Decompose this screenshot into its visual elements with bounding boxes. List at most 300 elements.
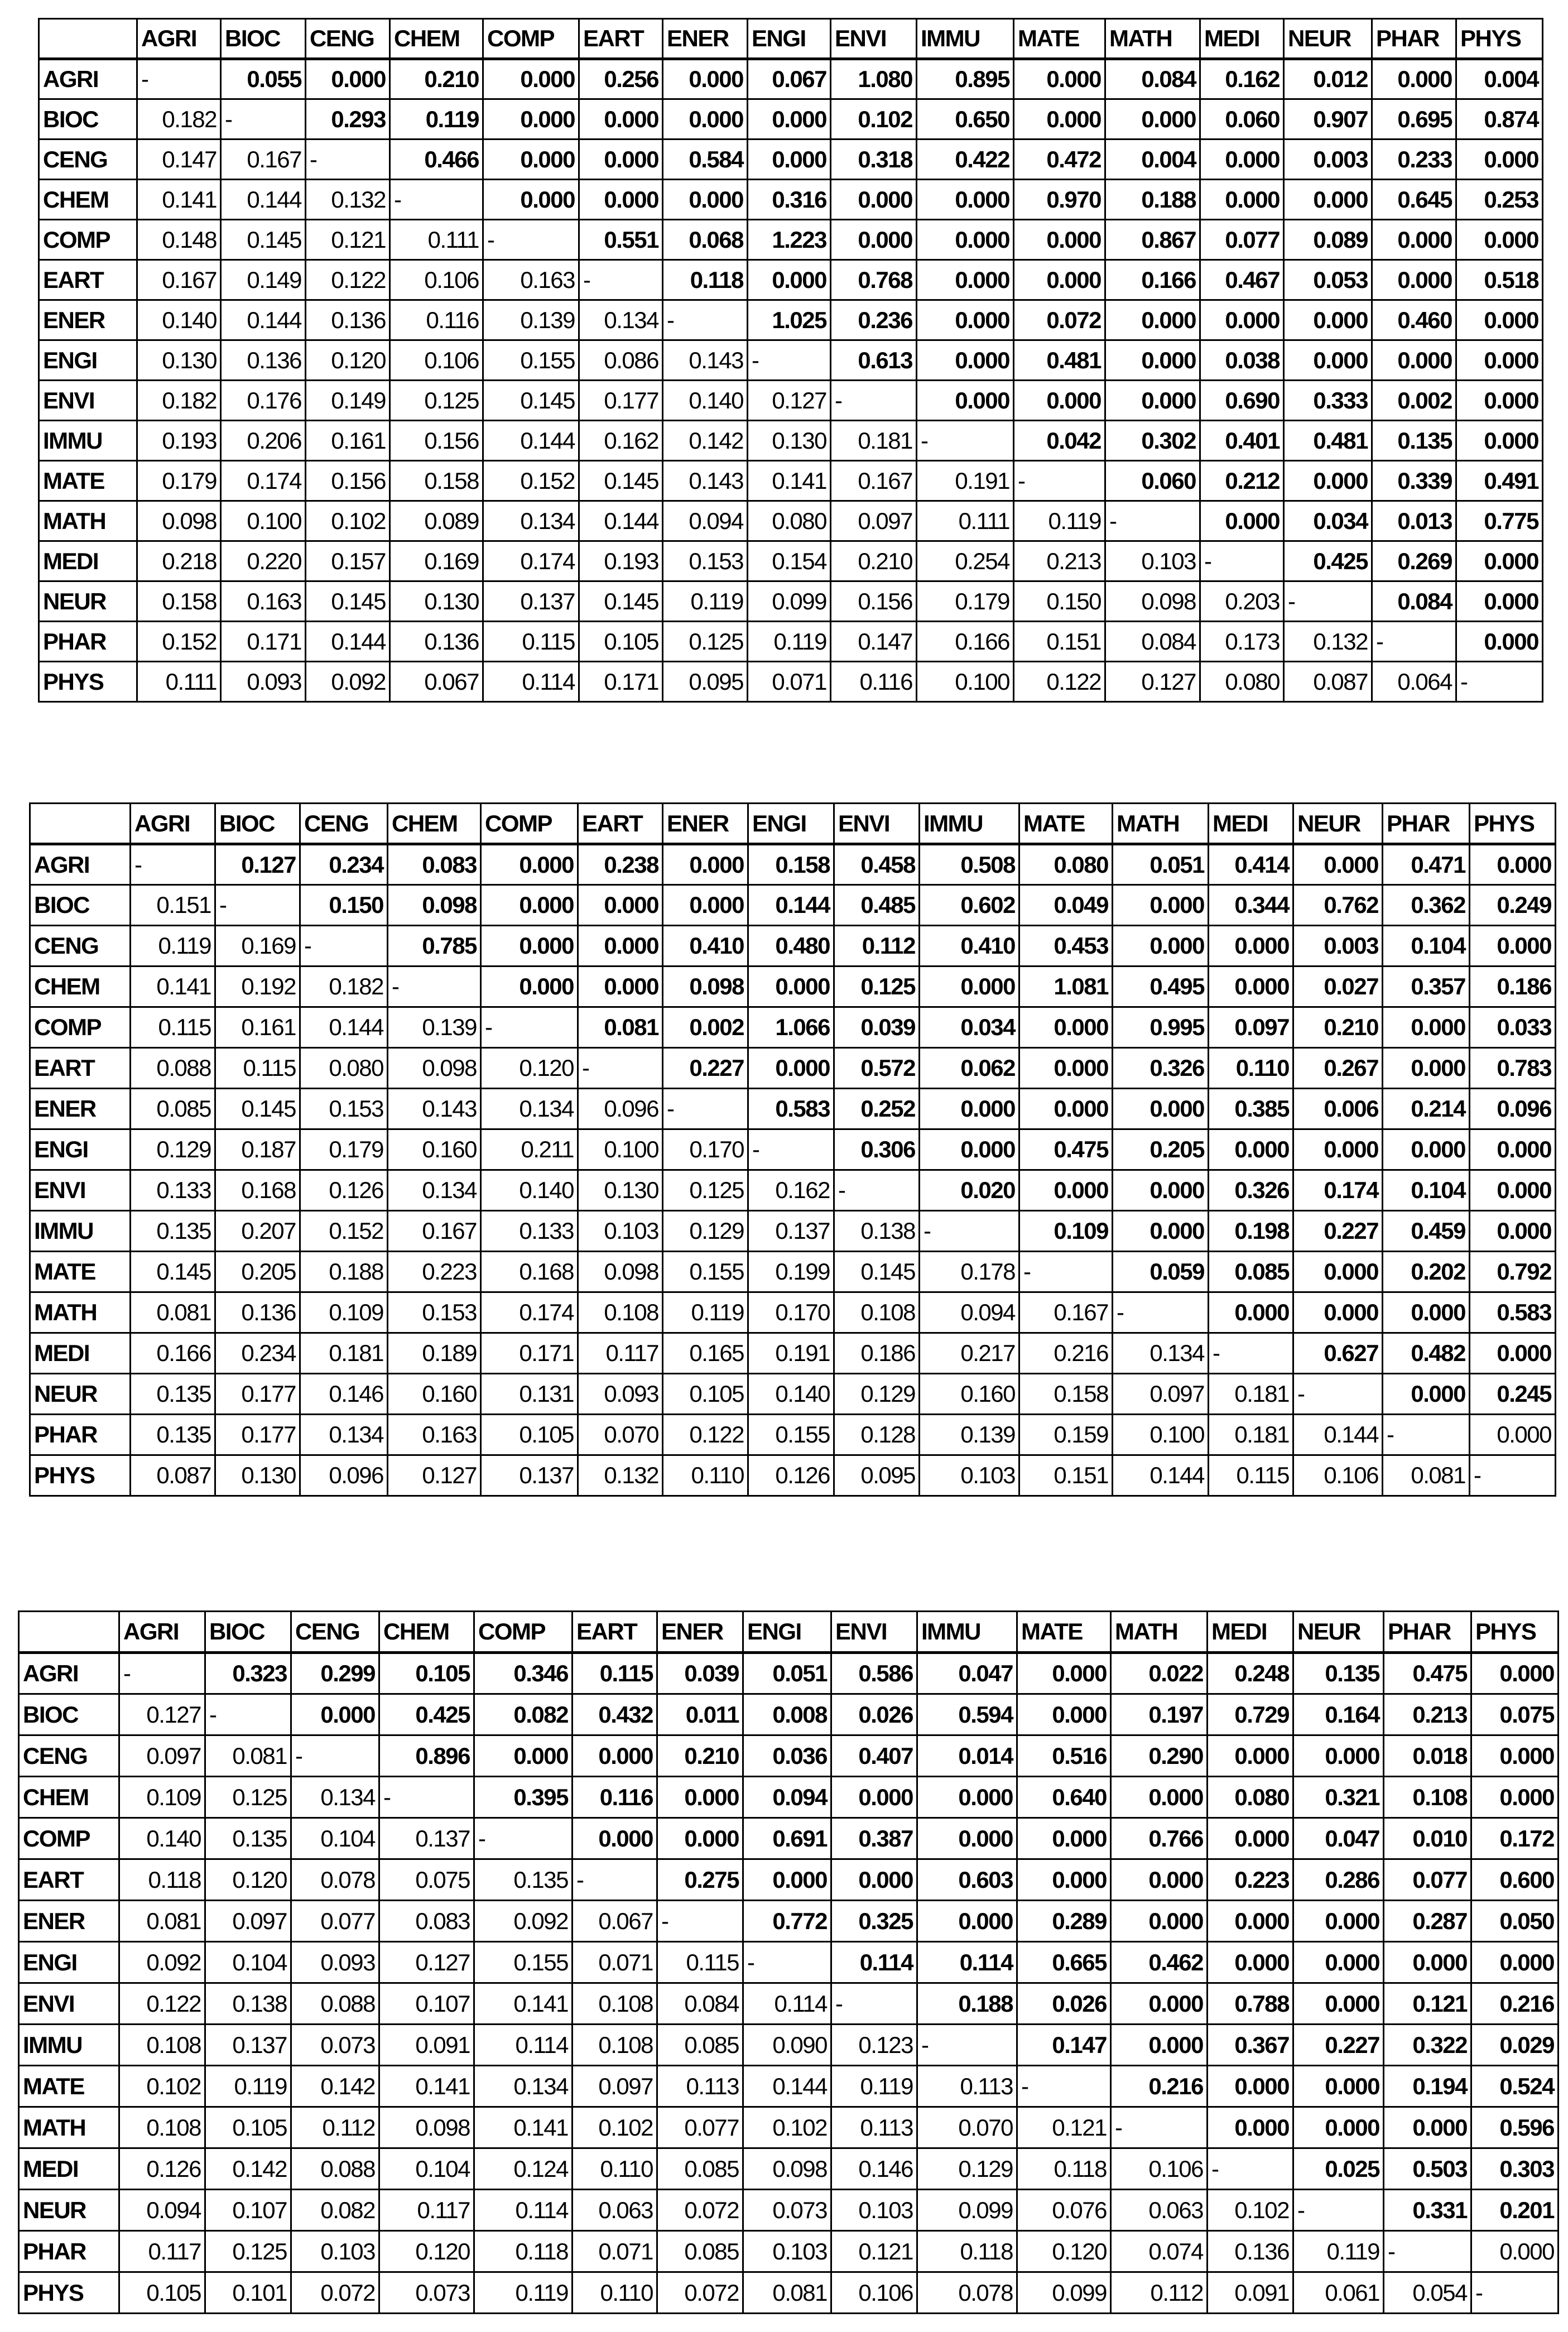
upper-cell: 0.000 <box>1208 1818 1293 1859</box>
lower-cell: 0.136 <box>1208 2231 1293 2272</box>
upper-cell: 1.081 <box>1019 967 1113 1007</box>
upper-cell: 0.471 <box>1383 844 1470 885</box>
lower-cell: 0.093 <box>221 662 306 702</box>
upper-cell: 0.302 <box>1105 421 1200 461</box>
lower-cell: 0.130 <box>215 1455 300 1496</box>
table-row <box>30 967 1556 1007</box>
lower-cell: 0.085 <box>657 2148 743 2190</box>
lower-cell: 0.085 <box>657 2025 743 2066</box>
lower-cell: 0.131 <box>481 1374 578 1415</box>
row-header: MATE <box>19 2066 119 2107</box>
row-header: BIOC <box>19 1694 119 1735</box>
row-header: ENGI <box>39 340 137 381</box>
upper-cell: 0.013 <box>1372 501 1456 541</box>
upper-cell: 0.026 <box>831 1694 917 1735</box>
lower-cell: 0.140 <box>119 1818 205 1859</box>
row-header: CENG <box>30 926 131 967</box>
diagonal-cell: - <box>579 260 663 300</box>
diagonal-cell: - <box>831 1983 917 2025</box>
upper-cell: 0.491 <box>1456 461 1543 501</box>
upper-cell: 0.000 <box>748 1048 834 1089</box>
upper-cell: 0.385 <box>1209 1089 1293 1129</box>
column-header: MATH <box>1111 1612 1208 1653</box>
diagonal-cell: - <box>917 421 1014 461</box>
upper-cell: 0.000 <box>917 1901 1017 1942</box>
lower-cell: 0.128 <box>834 1415 920 1455</box>
upper-cell: 0.000 <box>1208 1735 1293 1777</box>
upper-cell: 0.895 <box>917 59 1014 99</box>
upper-cell: 0.333 <box>1284 381 1372 421</box>
upper-cell: 0.000 <box>1014 220 1105 260</box>
lower-cell: 0.084 <box>1105 622 1200 662</box>
diagonal-cell: - <box>920 1211 1019 1252</box>
lower-cell: 0.110 <box>663 1455 748 1496</box>
upper-cell: 0.326 <box>1113 1048 1209 1089</box>
upper-cell: 0.344 <box>1209 885 1293 926</box>
upper-cell: 0.603 <box>917 1859 1017 1901</box>
upper-cell: 0.000 <box>579 99 663 140</box>
lower-cell: 0.102 <box>573 2107 657 2148</box>
upper-cell: 0.000 <box>1284 300 1372 340</box>
upper-cell: 1.066 <box>748 1007 834 1048</box>
lower-cell: 0.100 <box>917 662 1014 702</box>
table-row <box>30 1333 1556 1374</box>
row-header: BIOC <box>39 99 137 140</box>
upper-cell: 0.172 <box>1471 1818 1559 1859</box>
row-header: MATE <box>30 1252 131 1292</box>
diagonal-cell: - <box>306 140 390 180</box>
lower-cell: 0.145 <box>131 1252 215 1292</box>
column-header: BIOC <box>221 19 306 59</box>
lower-cell: 0.137 <box>481 1455 578 1496</box>
diagonal-cell: - <box>379 1777 474 1818</box>
upper-cell: 0.495 <box>1113 967 1209 1007</box>
lower-cell: 0.166 <box>917 622 1014 662</box>
lower-cell: 0.114 <box>483 662 579 702</box>
lower-cell: 0.254 <box>917 541 1014 581</box>
lower-cell: 0.127 <box>388 1455 481 1496</box>
upper-cell: 0.000 <box>1111 2025 1208 2066</box>
upper-cell: 0.164 <box>1293 1694 1384 1735</box>
upper-cell: 0.077 <box>1200 220 1284 260</box>
upper-cell: 0.000 <box>1456 622 1543 662</box>
upper-cell: 0.108 <box>1384 1777 1471 1818</box>
lower-cell: 0.148 <box>137 220 221 260</box>
lower-cell: 0.104 <box>205 1942 291 1983</box>
upper-cell: 0.367 <box>1208 2025 1293 2066</box>
lower-cell: 0.171 <box>579 662 663 702</box>
upper-cell: 0.306 <box>834 1129 920 1170</box>
lower-cell: 0.134 <box>388 1170 481 1211</box>
row-header: ENVI <box>30 1170 131 1211</box>
diagonal-cell: - <box>388 967 481 1007</box>
upper-cell: 0.051 <box>743 1653 831 1694</box>
header-row <box>19 1612 1559 1653</box>
lower-cell: 0.085 <box>131 1089 215 1129</box>
upper-cell: 0.640 <box>1017 1777 1111 1818</box>
upper-cell: 0.772 <box>743 1901 831 1942</box>
lower-cell: 0.220 <box>221 541 306 581</box>
upper-cell: 0.102 <box>831 99 917 140</box>
upper-cell: 0.000 <box>1456 220 1543 260</box>
lower-cell: 0.151 <box>1019 1455 1113 1496</box>
upper-cell: 0.316 <box>748 180 831 220</box>
upper-cell: 0.000 <box>1019 1007 1113 1048</box>
table-row <box>30 885 1556 926</box>
lower-cell: 0.081 <box>205 1735 291 1777</box>
upper-cell: 0.000 <box>573 1735 657 1777</box>
upper-cell: 0.047 <box>1293 1818 1384 1859</box>
lower-cell: 0.113 <box>917 2066 1017 2107</box>
upper-cell: 0.000 <box>831 220 917 260</box>
upper-cell: 0.000 <box>1456 541 1543 581</box>
lower-cell: 0.081 <box>119 1901 205 1942</box>
lower-cell: 0.098 <box>388 1048 481 1089</box>
upper-cell: 0.104 <box>1383 1170 1470 1211</box>
lower-cell: 0.106 <box>390 260 483 300</box>
lower-cell: 0.119 <box>1293 2231 1384 2272</box>
upper-cell: 0.003 <box>1293 926 1383 967</box>
upper-cell: 0.210 <box>657 1735 743 1777</box>
upper-cell: 0.000 <box>663 180 748 220</box>
upper-cell: 0.000 <box>1019 1048 1113 1089</box>
upper-cell: 0.480 <box>748 926 834 967</box>
lower-cell: 0.098 <box>743 2148 831 2190</box>
lower-cell: 0.127 <box>748 381 831 421</box>
upper-cell: 0.158 <box>748 844 834 885</box>
upper-cell: 0.000 <box>579 140 663 180</box>
lower-cell: 0.096 <box>300 1455 388 1496</box>
upper-cell: 0.524 <box>1471 2066 1559 2107</box>
lower-cell: 0.144 <box>743 2066 831 2107</box>
lower-cell: 0.109 <box>119 1777 205 1818</box>
diagonal-cell: - <box>917 2025 1017 2066</box>
row-header: PHAR <box>30 1415 131 1455</box>
upper-cell: 0.362 <box>1383 885 1470 926</box>
upper-cell: 0.000 <box>579 180 663 220</box>
lower-cell: 0.174 <box>221 461 306 501</box>
upper-cell: 0.000 <box>748 140 831 180</box>
upper-cell: 0.766 <box>1111 1818 1208 1859</box>
lower-cell: 0.121 <box>831 2231 917 2272</box>
diagonal-cell: - <box>1019 1252 1113 1292</box>
lower-cell: 0.179 <box>917 581 1014 622</box>
lower-cell: 0.134 <box>481 1089 578 1129</box>
table-row <box>30 1211 1556 1252</box>
upper-cell: 0.000 <box>1456 581 1543 622</box>
lower-cell: 0.119 <box>474 2272 573 2314</box>
lower-cell: 0.159 <box>1019 1415 1113 1455</box>
upper-cell: 0.422 <box>917 140 1014 180</box>
lower-cell: 0.144 <box>221 300 306 340</box>
row-header: ENGI <box>30 1129 131 1170</box>
upper-cell: 0.248 <box>1208 1653 1293 1694</box>
diagonal-cell: - <box>1293 1374 1383 1415</box>
upper-cell: 0.029 <box>1471 2025 1559 2066</box>
row-header: MATH <box>30 1292 131 1333</box>
column-header: IMMU <box>917 19 1014 59</box>
upper-cell: 0.000 <box>1383 1048 1470 1089</box>
lower-cell: 0.105 <box>205 2107 291 2148</box>
lower-cell: 0.156 <box>831 581 917 622</box>
lower-cell: 0.133 <box>131 1170 215 1211</box>
header-row <box>39 19 1543 59</box>
lower-cell: 0.191 <box>748 1333 834 1374</box>
upper-cell: 0.198 <box>1209 1211 1293 1252</box>
upper-cell: 0.665 <box>1017 1942 1111 1983</box>
upper-cell: 0.000 <box>1111 1859 1208 1901</box>
upper-cell: 0.236 <box>831 300 917 340</box>
lower-cell: 0.151 <box>131 885 215 926</box>
lower-cell: 0.155 <box>748 1415 834 1455</box>
lower-cell: 0.163 <box>483 260 579 300</box>
column-header: ENGI <box>743 1612 831 1653</box>
table-row <box>30 1455 1556 1496</box>
upper-cell: 0.256 <box>579 59 663 99</box>
lower-cell: 0.191 <box>917 461 1014 501</box>
upper-cell: 0.188 <box>917 1983 1017 2025</box>
upper-cell: 0.000 <box>920 1089 1019 1129</box>
upper-cell: 0.000 <box>917 381 1014 421</box>
lower-cell: 0.170 <box>748 1292 834 1333</box>
lower-cell: 0.105 <box>663 1374 748 1415</box>
upper-cell: 0.572 <box>834 1048 920 1089</box>
upper-cell: 0.551 <box>579 220 663 260</box>
column-header: MEDI <box>1209 804 1293 844</box>
row-header: MEDI <box>39 541 137 581</box>
row-header: AGRI <box>39 59 137 99</box>
row-header: CENG <box>39 140 137 180</box>
upper-cell: 0.053 <box>1284 260 1372 300</box>
upper-cell: 0.000 <box>1293 2107 1384 2148</box>
upper-cell: 0.995 <box>1113 1007 1209 1048</box>
lower-cell: 0.167 <box>221 140 306 180</box>
table-row <box>39 461 1543 501</box>
lower-cell: 0.094 <box>663 501 748 541</box>
lower-cell: 0.102 <box>1208 2190 1293 2231</box>
lower-cell: 0.072 <box>291 2272 379 2314</box>
upper-cell: 0.000 <box>1384 2107 1471 2148</box>
lower-cell: 0.108 <box>834 1292 920 1333</box>
diagonal-cell: - <box>657 1901 743 1942</box>
column-header: IMMU <box>920 804 1019 844</box>
upper-cell: 0.000 <box>1293 1735 1384 1777</box>
lower-cell: 0.143 <box>388 1089 481 1129</box>
lower-cell: 0.118 <box>1017 2148 1111 2190</box>
upper-cell: 0.627 <box>1293 1333 1383 1374</box>
lower-cell: 0.160 <box>920 1374 1019 1415</box>
lower-cell: 0.141 <box>474 2107 573 2148</box>
upper-cell: 0.059 <box>1113 1252 1209 1292</box>
upper-cell: 0.008 <box>743 1694 831 1735</box>
upper-cell: 0.000 <box>474 1735 573 1777</box>
column-header: NEUR <box>1284 19 1372 59</box>
corner-cell <box>30 804 131 844</box>
diagonal-cell: - <box>119 1653 205 1694</box>
corner-cell <box>39 19 137 59</box>
lower-cell: 0.103 <box>743 2231 831 2272</box>
lower-cell: 0.135 <box>131 1211 215 1252</box>
upper-cell: 0.000 <box>1456 140 1543 180</box>
row-header: PHAR <box>39 622 137 662</box>
upper-cell: 0.135 <box>1372 421 1456 461</box>
matrix-table-2 <box>29 802 1556 1497</box>
upper-cell: 0.000 <box>1372 260 1456 300</box>
lower-cell: 0.071 <box>748 662 831 702</box>
upper-cell: 0.970 <box>1014 180 1105 220</box>
lower-cell: 0.145 <box>215 1089 300 1129</box>
upper-cell: 0.067 <box>748 59 831 99</box>
row-header: PHAR <box>19 2231 119 2272</box>
upper-cell: 0.098 <box>388 885 481 926</box>
upper-cell: 0.150 <box>300 885 388 926</box>
upper-cell: 0.000 <box>831 180 917 220</box>
upper-cell: 0.002 <box>1372 381 1456 421</box>
upper-cell: 0.583 <box>748 1089 834 1129</box>
lower-cell: 0.129 <box>917 2148 1017 2190</box>
lower-cell: 0.170 <box>663 1129 748 1170</box>
upper-cell: 0.012 <box>1284 59 1372 99</box>
column-header: BIOC <box>215 804 300 844</box>
upper-cell: 0.077 <box>1384 1859 1471 1901</box>
column-header: ENER <box>657 1612 743 1653</box>
upper-cell: 0.602 <box>920 885 1019 926</box>
upper-cell: 0.321 <box>1293 1777 1384 1818</box>
upper-cell: 0.216 <box>1111 2066 1208 2107</box>
upper-cell: 0.125 <box>834 967 920 1007</box>
column-header: ENVI <box>831 19 917 59</box>
lower-cell: 0.113 <box>831 2107 917 2148</box>
lower-cell: 0.162 <box>748 1170 834 1211</box>
upper-cell: 0.000 <box>1113 1170 1209 1211</box>
lower-cell: 0.125 <box>663 1170 748 1211</box>
lower-cell: 0.126 <box>300 1170 388 1211</box>
upper-cell: 0.000 <box>578 885 663 926</box>
lower-cell: 0.122 <box>119 1983 205 2025</box>
lower-cell: 0.171 <box>221 622 306 662</box>
upper-cell: 0.020 <box>920 1170 1019 1211</box>
row-header: AGRI <box>19 1653 119 1694</box>
lower-cell: 0.105 <box>481 1415 578 1455</box>
column-header: AGRI <box>131 804 215 844</box>
upper-cell: 0.018 <box>1384 1735 1471 1777</box>
lower-cell: 0.071 <box>573 1942 657 1983</box>
upper-cell: 0.907 <box>1284 99 1372 140</box>
lower-cell: 0.102 <box>743 2107 831 2148</box>
table-row <box>39 220 1543 260</box>
upper-cell: 0.462 <box>1111 1942 1208 1983</box>
lower-cell: 0.126 <box>119 2148 205 2190</box>
lower-cell: 0.179 <box>137 461 221 501</box>
upper-cell: 0.014 <box>917 1735 1017 1777</box>
lower-cell: 0.114 <box>743 1983 831 2025</box>
column-header: EART <box>578 804 663 844</box>
table-row <box>39 180 1543 220</box>
lower-cell: 0.098 <box>1105 581 1200 622</box>
lower-cell: 0.140 <box>748 1374 834 1415</box>
table-row <box>19 1735 1559 1777</box>
lower-cell: 0.125 <box>205 1777 291 1818</box>
lower-cell: 0.081 <box>131 1292 215 1333</box>
upper-cell: 0.000 <box>1372 59 1456 99</box>
upper-cell: 0.050 <box>1471 1901 1559 1942</box>
upper-cell: 0.000 <box>657 1818 743 1859</box>
lower-cell: 0.177 <box>215 1374 300 1415</box>
lower-cell: 0.099 <box>1017 2272 1111 2314</box>
lower-cell: 0.070 <box>578 1415 663 1455</box>
table-row <box>39 381 1543 421</box>
lower-cell: 0.096 <box>578 1089 663 1129</box>
upper-cell: 0.000 <box>920 1129 1019 1170</box>
lower-cell: 0.085 <box>657 2231 743 2272</box>
row-header: CHEM <box>30 967 131 1007</box>
lower-cell: 0.174 <box>481 1292 578 1333</box>
lower-cell: 0.137 <box>205 2025 291 2066</box>
column-header: PHYS <box>1470 804 1556 844</box>
lower-cell: 0.189 <box>388 1333 481 1374</box>
upper-cell: 0.000 <box>291 1694 379 1735</box>
lower-cell: 0.134 <box>483 501 579 541</box>
upper-cell: 0.410 <box>920 926 1019 967</box>
table-row <box>30 1089 1556 1129</box>
upper-cell: 0.249 <box>1470 885 1556 926</box>
upper-cell: 0.010 <box>1384 1818 1471 1859</box>
upper-cell: 0.785 <box>388 926 481 967</box>
table-row <box>30 1252 1556 1292</box>
table-row <box>19 2025 1559 2066</box>
column-header: MATE <box>1017 1612 1111 1653</box>
lower-cell: 0.144 <box>579 501 663 541</box>
lower-cell: 0.155 <box>483 340 579 381</box>
diagonal-cell: - <box>748 340 831 381</box>
row-header: BIOC <box>30 885 131 926</box>
upper-cell: 0.000 <box>748 99 831 140</box>
lower-cell: 0.119 <box>205 2066 291 2107</box>
lower-cell: 0.150 <box>1014 581 1105 622</box>
upper-cell: 0.775 <box>1456 501 1543 541</box>
row-header: ENVI <box>39 381 137 421</box>
lower-cell: 0.115 <box>1209 1455 1293 1496</box>
lower-cell: 0.072 <box>657 2190 743 2231</box>
lower-cell: 0.160 <box>388 1374 481 1415</box>
lower-cell: 0.207 <box>215 1211 300 1252</box>
upper-cell: 0.000 <box>1209 967 1293 1007</box>
upper-cell: 0.027 <box>1293 967 1383 1007</box>
upper-cell: 0.098 <box>663 967 748 1007</box>
lower-cell: 0.108 <box>119 2107 205 2148</box>
upper-cell: 0.792 <box>1470 1252 1556 1292</box>
upper-cell: 0.516 <box>1017 1735 1111 1777</box>
upper-cell: 0.000 <box>483 99 579 140</box>
lower-cell: 0.127 <box>119 1694 205 1735</box>
lower-cell: 0.139 <box>388 1007 481 1048</box>
upper-cell: 0.216 <box>1471 1983 1559 2025</box>
lower-cell: 0.080 <box>748 501 831 541</box>
upper-cell: 0.083 <box>388 844 481 885</box>
lower-cell: 0.097 <box>205 1901 291 1942</box>
lower-cell: 0.080 <box>300 1048 388 1089</box>
diagonal-cell: - <box>1471 2272 1559 2314</box>
diagonal-cell: - <box>1113 1292 1209 1333</box>
table-row <box>39 99 1543 140</box>
lower-cell: 0.081 <box>1383 1455 1470 1496</box>
upper-cell: 0.425 <box>1284 541 1372 581</box>
upper-cell: 0.000 <box>1208 1942 1293 1983</box>
column-header: EART <box>573 1612 657 1653</box>
lower-cell: 0.149 <box>306 381 390 421</box>
lower-cell: 0.116 <box>831 662 917 702</box>
upper-cell: 0.097 <box>1209 1007 1293 1048</box>
